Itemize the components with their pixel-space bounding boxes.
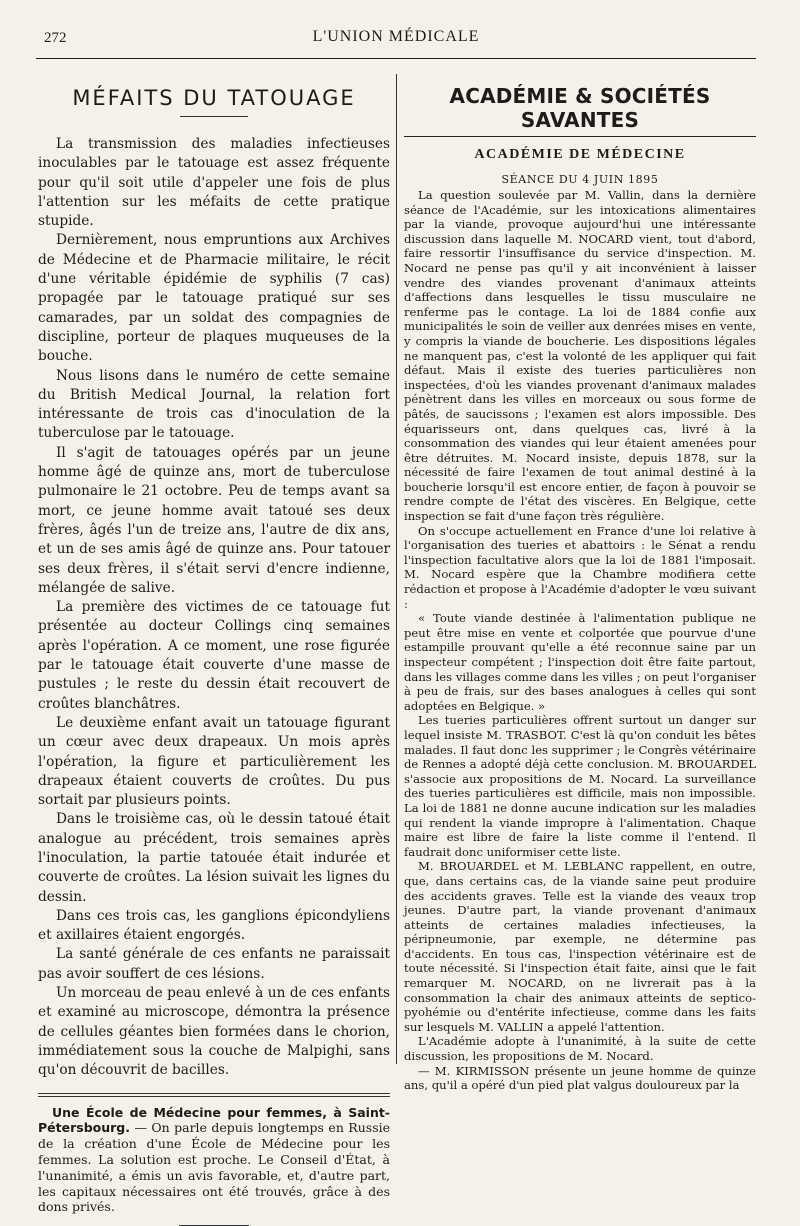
section-rule <box>404 136 756 137</box>
paragraph: Les tueries particulières offrent surtout un danger sur lequel insiste M. TRASBOT. C'est là qu'on conduit les bêtes malades. Il faut donc les supprimer ; le Congrès vétérinaire de Rennes a adopté déjà cette conclusion. M. BROUARDEL s'associe aux propositions de M. Nocard. La surveillance des tueries particulières est difficile, mais non impossible. La loi de 1881 ne donne aucune indication sur les maladies qui rendent la viande impropre à l'alimentation. Chaque maire est libre de faire la liste comme il l'entend. Il faudrait donc uniformiser cette liste. <box>404 713 756 859</box>
journal-title: L'UNION MÉDICALE <box>312 28 480 45</box>
paragraph: Un morceau de peau enlevé à un de ces enfants et examiné au microscope, démontra la présence de cellules géantes bien formées dans le chorion, immédiatement sous la couche de Malpighi, sans qu'on découvrit de bacilles. <box>38 985 390 1079</box>
paragraph: M. BROUARDEL et M. LEBLANC rappellent, en outre, que, dans certains cas, de la viande saine peut produire des accidents graves. Telle est la viande des veaux trop jeunes. D'autre part, la viande provenant d'animaux atteints de certaines maladies infectieuses, la péripneumonie, par exemple, ne détermine pas d'accidents. En tous cas, l'inspection vétérinaire est de toute nécessité. Si l'inspection était faite, ainsi que le fait remarquer M. NOCARD, on ne livrerait pas à la consommation la chair des animaux atteints de septico-pyohémie ou d'entérite infectieuse, comme dans les faits sur lesquels M. VALLIN a appelé l'attention. <box>404 859 756 1034</box>
paragraph: « Toute viande destinée à l'alimentation publique ne peut être mise en vente et colportée que pourvue d'une estampille prouvant qu'elle a été reconnue saine par un inspecteur compétent ; l'inspection doit être faite partout, dans les villages comme dans les villes ; on peut l'organiser à peu de frais, sur des bases analogues à celles qui sont adoptées en Belgique. » <box>404 611 756 713</box>
page-header <box>36 24 756 50</box>
paragraph: La question soulevée par M. Vallin, dans la dernière séance de l'Académie, sur les intoxications alimentaires par la viande, provoque aujourd'hui une intéressante discussion dans laquelle M. NOCARD vient, tout d'abord, faire ressortir l'insuffisance du service d'inspection. M. Nocard ne pense pas qu'il y ait inconvénient à laisser vendre des viandes provenant d'animaux atteints d'affections dans lesquelles le tissu musculaire ne renferme pas le contage. La loi de 1884 confie aux municipalités le soin de veiller aux denrées mises en vente, y compris la viande de boucherie. Les dispositions légales ne manquent pas, c'est la volonté de les appliquer qui fait défaut. Mais il existe des tueries particulières non inspectées, d'où les viandes provenant d'animaux malades pénètrent dans les villes en morceaux ou sous forme de pâtés, de saucissons ; l'examen est alors impossible. Des équarisseurs ont, dans quelques cas, livré à la consommation des viandes qui leur étaient amenées pour être détruites. M. Nocard insiste, depuis 1878, sur la nécessité de faire l'examen de tout animal destiné à la boucherie lorsqu'il est encore entier, de façon à pouvoir se rendre compte de l'état des viscères. En Belgique, cette inspection se fait d'une façon très régulière. <box>404 188 756 524</box>
paragraph: La première des victimes de ce tatouage fut présentée au docteur Collings cinq semaines après l'opération. A ce moment, une rose figurée par le tatouage était couverte d'une masse de pustules ; le reste du dessin était recouvert de croûtes blanchâtres. <box>38 599 390 712</box>
title-rule <box>180 116 248 117</box>
page-number: 272 <box>44 30 67 46</box>
paragraph: Le deuxième enfant avait un tatouage figurant un cœur avec deux drapeaux. Un mois après l'opération, la figure et particulièrement les drapeaux étaient couverts de croûtes. Du pus sortait par plusieurs points. <box>38 714 390 809</box>
right-column <box>404 78 756 1093</box>
paragraph: Dans ces trois cas, les ganglions épicondyliens et axillaires étaient engorgés. <box>38 907 390 944</box>
left-column <box>38 78 390 1215</box>
news-item-ecole <box>38 1105 390 1216</box>
paragraph: La santé générale de ces enfants ne paraissait pas avoir souffert de ces lésions. <box>38 946 390 982</box>
paragraph: L'Académie adopte à l'unanimité, à la suite de cette discussion, les propositions de M. Nocard. <box>404 1034 756 1064</box>
header-rule <box>36 58 756 59</box>
article-title-tatouage: MÉFAITS DU TATOUAGE <box>72 86 356 110</box>
news-body: — On parle depuis longtemps en Russie de la création d'une École de Médecine pour les femmes. La solution est proche. Le Conseil d'État, à l'unanimité, a émis un avis favorable, et, d'autre part, les capitaux nécessaires ont été trouvés, grâce à des dons privés. <box>38 1120 390 1215</box>
paragraph: Dernièrement, nous empruntions aux Archives de Médecine et de Pharmacie militaire, le récit d'une véritable épidémie de syphilis (7 cas) propagée par le tatouage pratiqué sur ses camarades, par un soldat des compagnies de discipline, porteur de plaques muqueuses de la bouche. <box>38 232 390 365</box>
section-double-rule <box>38 1093 390 1097</box>
news-paragraph <box>38 1105 390 1216</box>
news-title: Une École de Médecine pour femmes, à Saint-Pétersbourg. <box>38 1104 390 1136</box>
column-divider <box>396 74 397 1064</box>
paragraph: Nous lisons dans le numéro de cette semaine du British Medical Journal, la relation fort intéressante de trois cas d'inoculation de la tuberculose par le tatouage. <box>38 367 390 442</box>
section-title-academie: ACADÉMIE & SOCIÉTÉS SAVANTES <box>449 84 711 132</box>
paragraph: Dans le troisième cas, où le dessin tatoué était analogue au précédent, trois semaines après l'inoculation, la partie tatouée était indurée et couverte de croûtes. La lésion suivait les lignes du dessin. <box>38 811 390 905</box>
paragraph: La transmission des maladies infectieuses inoculables par le tatouage est assez fréquente pour qu'il soit utile d'appeler une fois de plus l'attention sur les méfaits de cette pratique stupide. <box>38 136 390 230</box>
seance-date: SÉANCE DU 4 JUIN 1895 <box>501 173 659 186</box>
subsection-title: ACADÉMIE DE MÉDECINE <box>474 147 686 162</box>
paragraph: — M. KIRMISSON présente un jeune homme de quinze ans, qu'il a opéré d'un pied plat valgus douloureux par la <box>404 1063 756 1093</box>
paragraph: Il s'agit de tatouages opérés par un jeune homme âgé de quinze ans, mort de tuberculose pulmonaire le 21 octobre. Peu de temps avant sa mort, ce jeune homme avait tatoué ses deux frères, âgés l'un de treize ans, l'autre de dix ans, et un de ses amis âgé de quinze ans. Pour tatouer ses deux frères, il s'était servi d'encre indienne, mélangée de salive. <box>38 444 390 596</box>
paragraph: On s'occupe actuellement en France d'une loi relative à l'organisation des tueries et abattoirs : le Sénat a rendu l'inspection facultative alors que la loi de 1881 l'imposait. M. Nocard espère que la Chambre modifiera cette rédaction et propose à l'Académie d'adopter le vœu suivant : <box>404 523 756 611</box>
